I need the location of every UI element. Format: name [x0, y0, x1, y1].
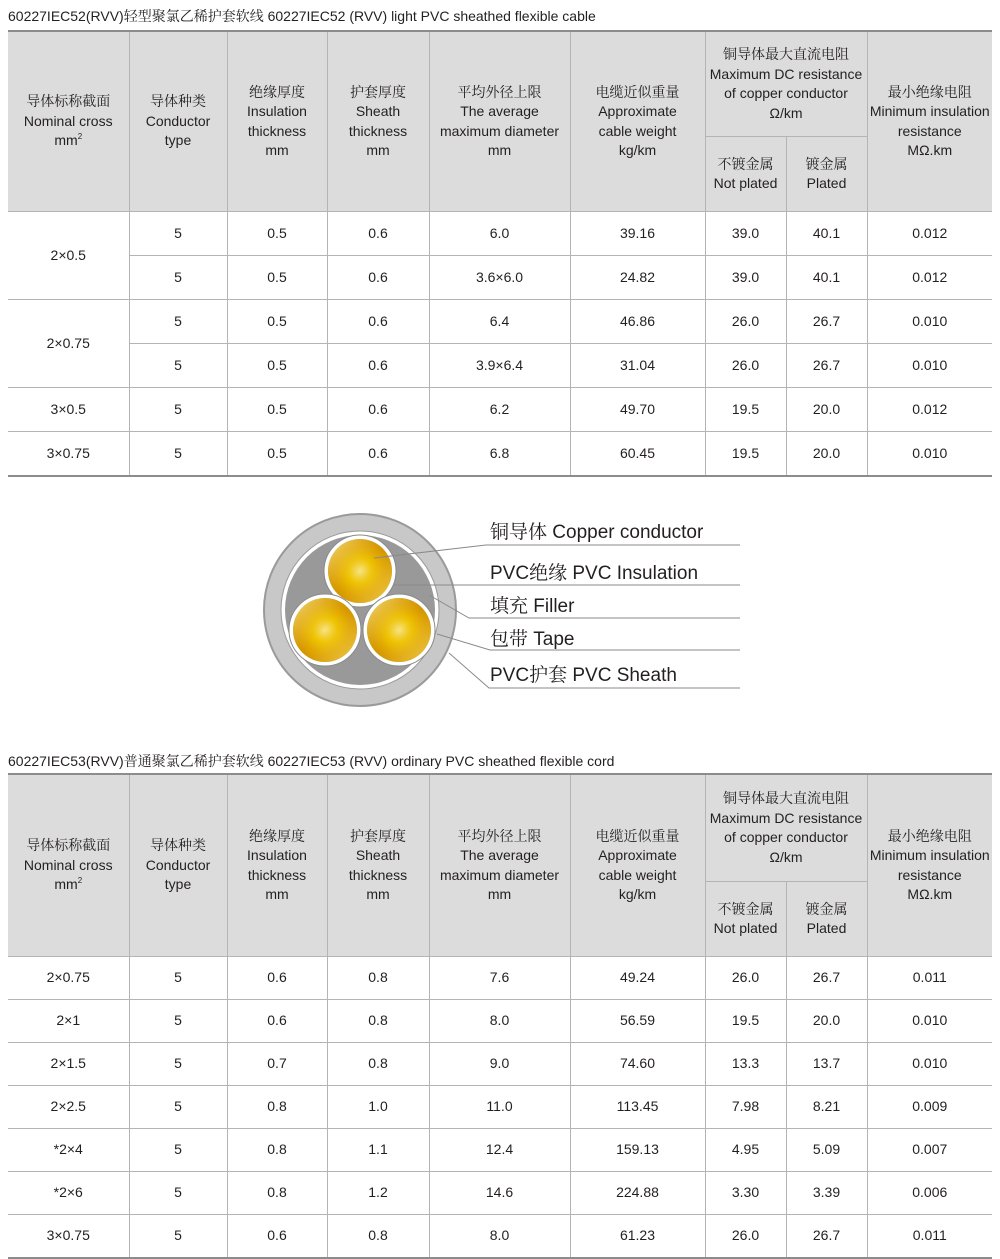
cell-insulation-resistance: 0.006 [867, 1172, 992, 1215]
cell-insulation-resistance: 0.010 [867, 432, 992, 477]
cell-type: 5 [129, 1043, 227, 1086]
cell-insulation: 0.5 [227, 256, 327, 300]
cell-insulation-resistance: 0.011 [867, 1215, 992, 1259]
cell-diameter: 12.4 [429, 1129, 570, 1172]
cell-insulation: 0.5 [227, 388, 327, 432]
cell-weight: 49.70 [570, 388, 705, 432]
cell-type: 5 [129, 1000, 227, 1043]
cell-size: 2×2.5 [8, 1086, 129, 1129]
cell-sheath: 0.6 [327, 212, 429, 256]
table1-title: 60227IEC52(RVV)轻型聚氯乙稀护套软线 60227IEC52 (RVV) light PVC sheathed flexible cable [8, 8, 596, 24]
header-not-plated: 不镀金属 Not plated [705, 882, 786, 957]
cell-diameter: 14.6 [429, 1172, 570, 1215]
header-insulation-thickness: 绝缘厚度 Insulation thickness mm [227, 31, 327, 212]
cell-sheath: 1.2 [327, 1172, 429, 1215]
table-row [8, 957, 992, 1000]
cell-size: 3×0.5 [8, 388, 129, 432]
cell-insulation: 0.6 [227, 1000, 327, 1043]
cell-diameter: 8.0 [429, 1000, 570, 1043]
cell-plated: 20.0 [786, 388, 867, 432]
cell-sheath: 0.6 [327, 388, 429, 432]
cell-size: *2×6 [8, 1172, 129, 1215]
cell-plated: 13.7 [786, 1043, 867, 1086]
cell-weight: 56.59 [570, 1000, 705, 1043]
cell-plated: 40.1 [786, 212, 867, 256]
cable-cross-section-diagram [256, 505, 746, 715]
label-pvc-sheath: PVC护套 PVC Sheath [490, 665, 677, 686]
cell-weight: 24.82 [570, 256, 705, 300]
cell-sheath: 0.8 [327, 1000, 429, 1043]
cell-plated: 5.09 [786, 1129, 867, 1172]
cell-plated: 20.0 [786, 432, 867, 477]
cell-insulation-resistance: 0.010 [867, 300, 992, 344]
cell-type: 5 [129, 1215, 227, 1259]
label-filler: 填充 Filler [490, 596, 575, 617]
table-row [8, 256, 992, 300]
header-plated: 镀金属 Plated [786, 137, 867, 212]
cell-sheath: 0.6 [327, 344, 429, 388]
cell-weight: 46.86 [570, 300, 705, 344]
cell-not-plated: 4.95 [705, 1129, 786, 1172]
cell-insulation: 0.6 [227, 1215, 327, 1259]
cell-diameter: 11.0 [429, 1086, 570, 1129]
cell-sheath: 0.6 [327, 432, 429, 477]
header-insulation-resistance: 最小绝缘电阻 Minimum insulation resistance MΩ.km [867, 31, 992, 212]
table2-body [8, 957, 992, 1259]
cell-sheath: 0.6 [327, 256, 429, 300]
cell-diameter: 6.8 [429, 432, 570, 477]
cell-insulation: 0.5 [227, 300, 327, 344]
cell-insulation: 0.8 [227, 1129, 327, 1172]
cell-not-plated: 39.0 [705, 256, 786, 300]
cell-type: 5 [129, 432, 227, 477]
header-not-plated: 不镀金属 Not plated [705, 137, 786, 212]
table-row [8, 1043, 992, 1086]
cell-weight: 159.13 [570, 1129, 705, 1172]
cell-type: 5 [129, 1086, 227, 1129]
cell-weight: 61.23 [570, 1215, 705, 1259]
header-conductor-type: 导体种类 Conductor type [129, 31, 227, 212]
cell-weight: 31.04 [570, 344, 705, 388]
cell-sheath: 0.6 [327, 300, 429, 344]
table-row [8, 300, 992, 344]
table-row [8, 1000, 992, 1043]
cell-insulation-resistance: 0.010 [867, 1043, 992, 1086]
cell-type: 5 [129, 388, 227, 432]
cell-weight: 113.45 [570, 1086, 705, 1129]
cell-plated: 3.39 [786, 1172, 867, 1215]
cell-insulation-resistance: 0.011 [867, 957, 992, 1000]
cell-sheath: 0.8 [327, 1043, 429, 1086]
cell-insulation: 0.5 [227, 212, 327, 256]
conductor-left [289, 594, 361, 666]
cell-type: 5 [129, 1129, 227, 1172]
cell-insulation: 0.8 [227, 1172, 327, 1215]
cell-sheath: 0.8 [327, 957, 429, 1000]
table-row [8, 1215, 992, 1259]
cell-type: 5 [129, 1172, 227, 1215]
table-row [8, 432, 992, 477]
cell-plated: 26.7 [786, 1215, 867, 1259]
cell-sheath: 1.1 [327, 1129, 429, 1172]
header-nominal-cross: 导体标称截面 Nominal cross $mm^2$ [8, 774, 129, 957]
cell-size: 2×0.75 [8, 957, 129, 1000]
table-row [8, 388, 992, 432]
header-dc-resistance: 铜导体最大直流电阻 Maximum DC resistance of copper conductor Ω/km [705, 774, 867, 882]
cell-insulation-resistance: 0.007 [867, 1129, 992, 1172]
cell-plated: 26.7 [786, 344, 867, 388]
header-conductor-type: 导体种类 Conductor type [129, 774, 227, 957]
cell-type: 5 [129, 957, 227, 1000]
cell-diameter: 3.6×6.0 [429, 256, 570, 300]
cell-diameter: 6.2 [429, 388, 570, 432]
cell-plated: 26.7 [786, 300, 867, 344]
header-cable-weight: 电缆近似重量 Approximate cable weight kg/km [570, 774, 705, 957]
cell-insulation-resistance: 0.010 [867, 344, 992, 388]
cell-not-plated: 39.0 [705, 212, 786, 256]
header-sheath-thickness: 护套厚度 Sheath thickness mm [327, 31, 429, 212]
table-row [8, 344, 992, 388]
cell-type: 5 [129, 256, 227, 300]
cell-insulation-resistance: 0.009 [867, 1086, 992, 1129]
table-row [8, 1086, 992, 1129]
header-average-diameter: 平均外径上限 The average maximum diameter mm [429, 774, 570, 957]
cell-diameter: 3.9×6.4 [429, 344, 570, 388]
cell-insulation-resistance: 0.010 [867, 1000, 992, 1043]
cell-diameter: 8.0 [429, 1215, 570, 1259]
cell-diameter: 7.6 [429, 957, 570, 1000]
cell-insulation-resistance: 0.012 [867, 212, 992, 256]
cell-not-plated: 3.30 [705, 1172, 786, 1215]
cell-type: 5 [129, 344, 227, 388]
table-row [8, 1172, 992, 1215]
cell-insulation: 0.6 [227, 957, 327, 1000]
table2-title: 60227IEC53(RVV)普通聚氯乙稀护套软线 60227IEC53 (RVV) ordinary PVC sheathed flexible cord [8, 753, 615, 769]
cell-not-plated: 7.98 [705, 1086, 786, 1129]
header-plated: 镀金属 Plated [786, 882, 867, 957]
label-pvc-insulation: PVC绝缘 PVC Insulation [490, 563, 699, 584]
cell-type: 5 [129, 212, 227, 256]
cell-insulation: 0.5 [227, 344, 327, 388]
header-average-diameter: 平均外径上限 The average maximum diameter mm [429, 31, 570, 212]
cell-diameter: 6.0 [429, 212, 570, 256]
cell-insulation: 0.7 [227, 1043, 327, 1086]
cell-plated: 40.1 [786, 256, 867, 300]
label-tape: 包带 Tape [490, 629, 575, 650]
cell-weight: 74.60 [570, 1043, 705, 1086]
cell-weight: 39.16 [570, 212, 705, 256]
header-nominal-cross: 导体标称截面 Nominal cross $mm^2$ [8, 31, 129, 212]
header-insulation-thickness: 绝缘厚度 Insulation thickness mm [227, 774, 327, 957]
table-row [8, 1129, 992, 1172]
cell-diameter: 9.0 [429, 1043, 570, 1086]
cell-weight: 224.88 [570, 1172, 705, 1215]
conductor-right [363, 594, 435, 666]
cell-insulation-resistance: 0.012 [867, 256, 992, 300]
table-row [8, 212, 992, 256]
spec-table-iec53 [8, 773, 992, 1259]
cell-size: 2×0.5 [8, 212, 129, 300]
cell-not-plated: 26.0 [705, 957, 786, 1000]
cell-sheath: 0.8 [327, 1215, 429, 1259]
header-insulation-resistance: 最小绝缘电阻 Minimum insulation resistance MΩ.km [867, 774, 992, 957]
cell-size: 3×0.75 [8, 432, 129, 477]
cell-not-plated: 26.0 [705, 300, 786, 344]
spec-table-iec52 [8, 30, 992, 477]
cell-sheath: 1.0 [327, 1086, 429, 1129]
cell-plated: 8.21 [786, 1086, 867, 1129]
cell-weight: 49.24 [570, 957, 705, 1000]
cell-insulation: 0.8 [227, 1086, 327, 1129]
cell-plated: 26.7 [786, 957, 867, 1000]
cell-not-plated: 13.3 [705, 1043, 786, 1086]
cell-insulation: 0.5 [227, 432, 327, 477]
cell-not-plated: 26.0 [705, 1215, 786, 1259]
cell-size: *2×4 [8, 1129, 129, 1172]
cell-type: 5 [129, 300, 227, 344]
cell-size: 3×0.75 [8, 1215, 129, 1259]
header-cable-weight: 电缆近似重量 Approximate cable weight kg/km [570, 31, 705, 212]
cell-diameter: 6.4 [429, 300, 570, 344]
cell-size: 2×0.75 [8, 300, 129, 388]
cell-not-plated: 26.0 [705, 344, 786, 388]
cell-not-plated: 19.5 [705, 1000, 786, 1043]
cell-not-plated: 19.5 [705, 388, 786, 432]
header-dc-resistance: 铜导体最大直流电阻 Maximum DC resistance of copper conductor Ω/km [705, 31, 867, 137]
cell-not-plated: 19.5 [705, 432, 786, 477]
cell-plated: 20.0 [786, 1000, 867, 1043]
cell-size: 2×1 [8, 1000, 129, 1043]
cell-weight: 60.45 [570, 432, 705, 477]
cell-insulation-resistance: 0.012 [867, 388, 992, 432]
label-copper-conductor: 铜导体 Copper conductor [490, 522, 704, 543]
header-sheath-thickness: 护套厚度 Sheath thickness mm [327, 774, 429, 957]
cell-size: 2×1.5 [8, 1043, 129, 1086]
